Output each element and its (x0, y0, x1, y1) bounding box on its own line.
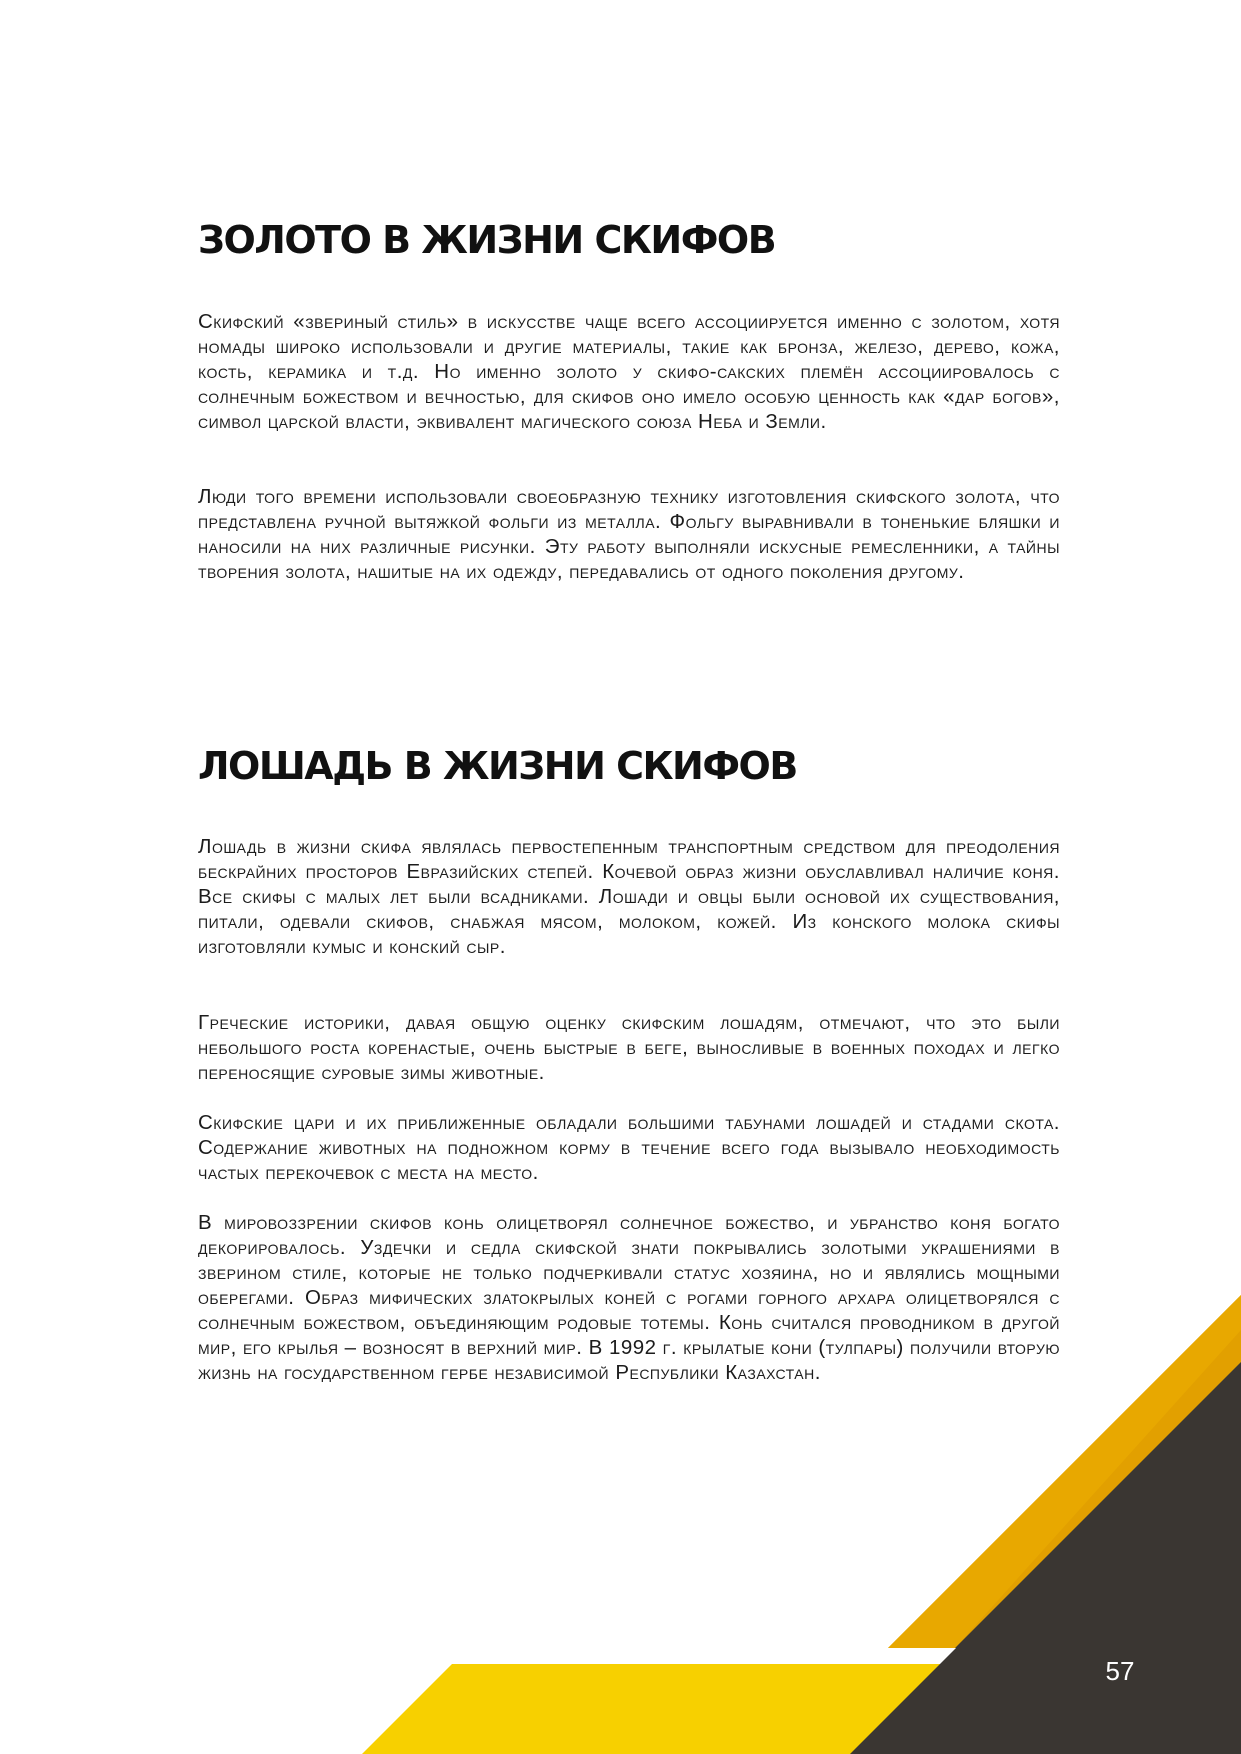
paragraph-horse-4: В мировоззрении скифов конь олицетворял солнечное божество, и убранство коня богато декорировалось. Уздечки и седла скифской знати покрывались золотыми украшениями в зверином стиле, которые не только подчеркивали статус хозяина, но и являлись мощными оберегами. Образ мифических златокрылых коней с рогами горного архара олицетворялся с солнечным божеством, объединяющим родовые тотемы. Конь считался проводником в другой мир, его крылья – возносят в верхний мир. В 1992 г. крылатые кони (тулпары) получили вторую жизнь на государственном гербе независимой Республики Казахстан. (198, 1211, 1060, 1384)
paragraph-horse-1: Лошадь в жизни скифа являлась первостепенным транспортным средством для преодоления бескрайних просторов Евразийских степей. Кочевой образ жизни обуславливал наличие коня. Все скифы с малых лет были всадниками. Лошади и овцы были основой их существования, питали, одевали скифов, снабжая мясом, молоком, кожей. Из конского молока скифы изготовляли кумыс и конский сыр. (198, 835, 1060, 958)
paragraph-gold-2: Люди того времени использовали своеобразную технику изготовления скифского золота, что представлена ручной вытяжкой фольги из металла. Фольгу выравнивали в тоненькие бляшки и наносили на них различные рисунки. Эту работу выполняли искусные ремесленники, а тайны творения золота, нашитые на их одежду, передавались от одного поколения другому. (198, 485, 1060, 583)
paragraph-gold-1: Скифский «звериный стиль» в искусстве чаще всего ассоциируется именно с золотом, хотя номады широко использовали и другие материалы, такие как бронза, железо, дерево, кожа, кость, керамика и т.д. Но именно золото у скифо-сакских племён ассоциировалось с солнечным божеством и вечностью, для скифов оно имело особую ценность как «дар богов», символ царской власти, эквивалент магического союза Неба и Земли. (198, 310, 1060, 433)
paragraph-horse-3: Скифские цари и их приближенные обладали большими табунами лошадей и стадами скота. Содержание животных на подножном корму в течение всего года вызывало необходимость частых перекочевок с места на место. (198, 1111, 1060, 1184)
paragraph-horse-2: Греческие историки, давая общую оценку скифским лошадям, отмечают, что это были небольшого роста коренастые, очень быстрые в беге, выносливые в военных походах и легко переносящие суровые зимы животные. (198, 1011, 1060, 1084)
section-title-gold: ЗОЛОТО В ЖИЗНИ СКИФОВ (198, 218, 776, 262)
dark-band-top (955, 1362, 1241, 1648)
section-title-horse: ЛОШАДЬ В ЖИЗНИ СКИФОВ (198, 744, 797, 788)
page-number: 57 (1105, 1656, 1135, 1686)
